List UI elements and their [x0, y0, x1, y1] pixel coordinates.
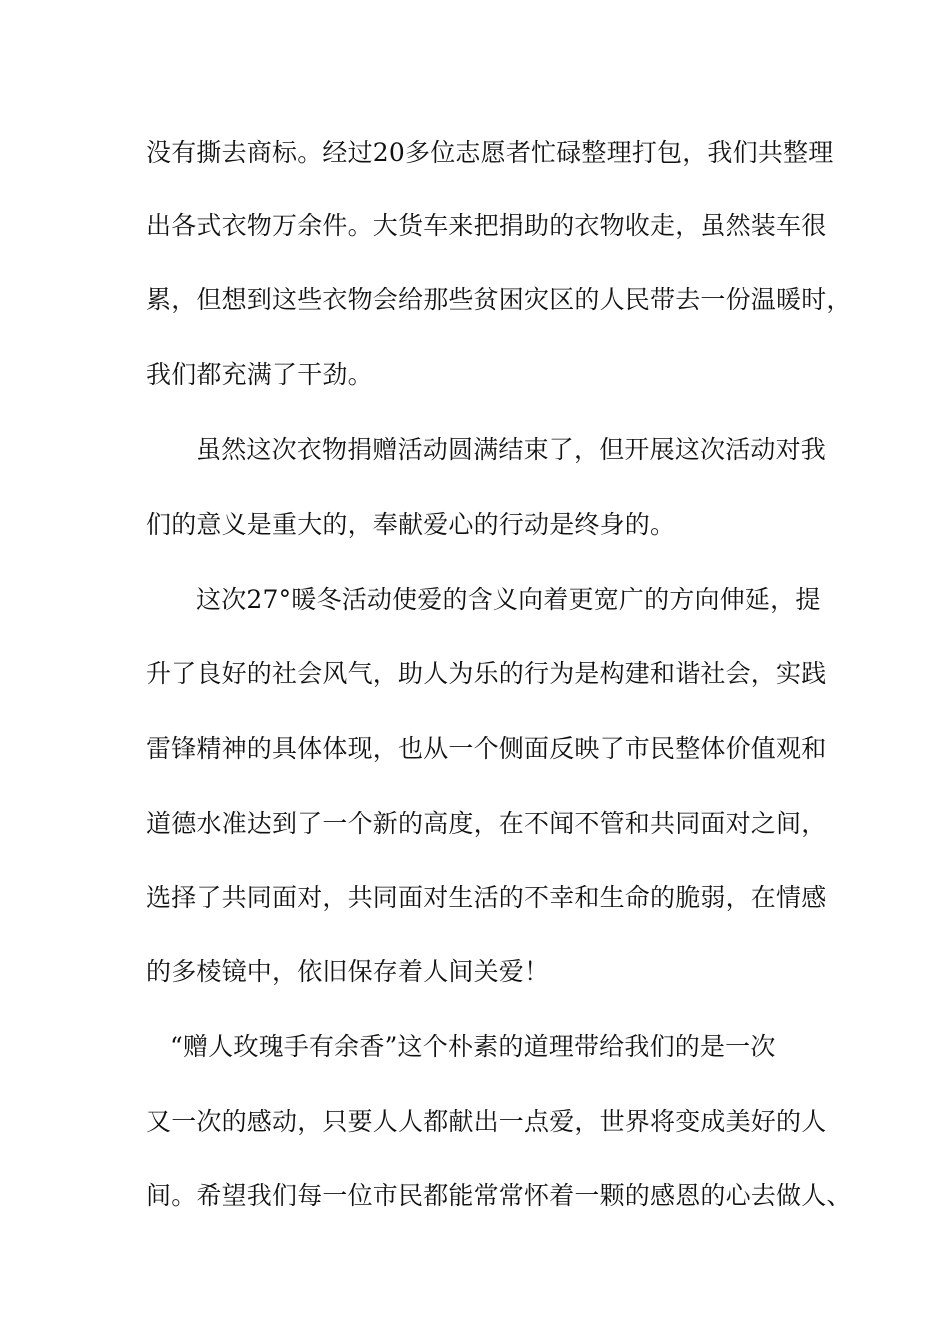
text-line-4: 我们都充满了干劲。	[146, 360, 373, 389]
text-line-10: 道德水准达到了一个新的高度，在不闻不管和共同面对之间，	[146, 809, 827, 838]
text-line-6: 们的意义是重大的，奉献爱心的行动是终身的。	[146, 510, 676, 539]
text-line-2: 出各式衣物万余件。大货车来把捐助的衣物收走，虽然装车很	[146, 211, 827, 240]
text-line-5: 虽然这次衣物捐赠活动圆满结束了，但开展这次活动对我	[196, 435, 827, 464]
text-line-13: “赠人玫瑰手有余香”这个朴素的道理带给我们的是一次	[170, 1032, 776, 1061]
text-line-9: 雷锋精神的具体体现，也从一个侧面反映了市民整体价值观和	[146, 734, 827, 763]
text-line-14: 又一次的感动，只要人人都献出一点爱，世界将变成美好的人	[146, 1107, 827, 1136]
text-line-11: 选择了共同面对，共同面对生活的不幸和生命的脆弱，在情感	[146, 883, 827, 912]
text-line-3: 累，但想到这些衣物会给那些贫困灾区的人民带去一份温暖时，	[146, 285, 852, 314]
text-line-8: 升了良好的社会风气，助人为乐的行为是构建和谐社会，实践	[146, 659, 827, 688]
text-line-15: 间。希望我们每一位市民都能常常怀着一颗的感恩的心去做人、	[146, 1181, 852, 1210]
text-line-7: 这次27°暖冬活动使爱的含义向着更宽广的方向伸延，提	[196, 585, 821, 614]
text-line-12: 的多棱镜中，依旧保存着人间关爱！	[146, 957, 550, 986]
text-line-1: 没有撕去商标。经过20多位志愿者忙碌整理打包，我们共整理	[146, 138, 834, 167]
